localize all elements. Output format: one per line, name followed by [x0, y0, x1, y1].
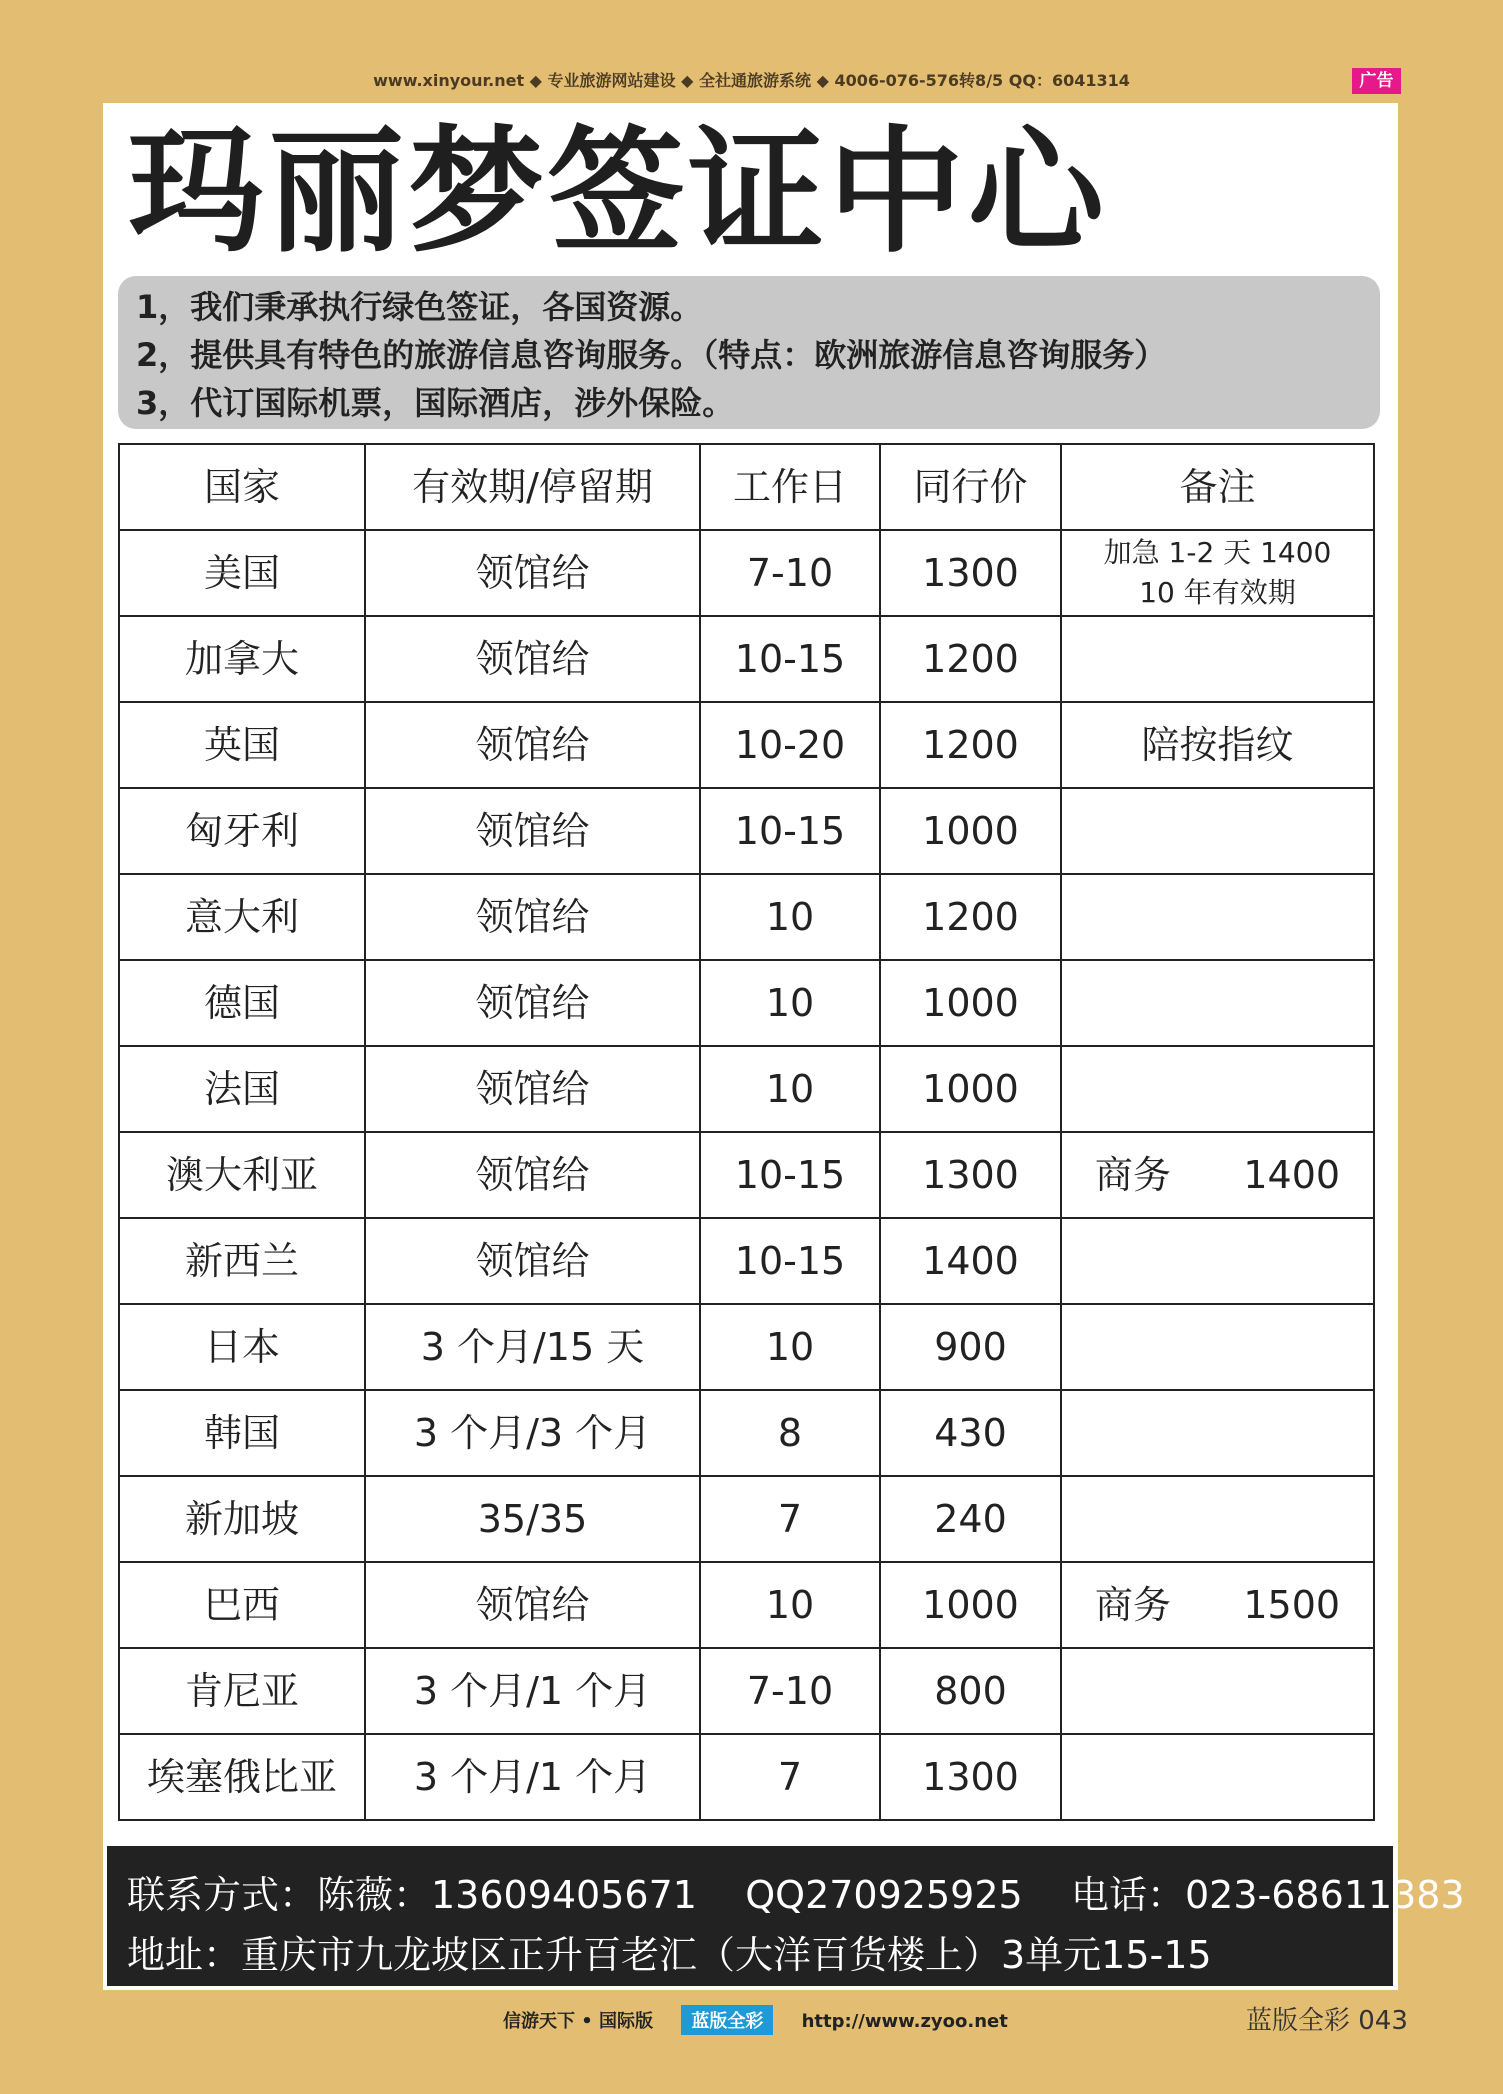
table-row	[119, 1734, 1374, 1820]
cell-note	[1061, 1734, 1374, 1820]
cell-workdays: 8	[700, 1390, 880, 1476]
cell-workdays: 10	[700, 1562, 880, 1648]
cell-price: 240	[880, 1476, 1061, 1562]
table-row	[119, 874, 1374, 960]
ad-panel	[103, 103, 1465, 1990]
cell-workdays: 10-20	[700, 702, 880, 788]
cell-country: 日本	[119, 1304, 365, 1390]
footer-publication	[503, 2005, 1008, 2035]
table-row	[119, 1390, 1374, 1476]
contact-bar	[107, 1846, 1465, 1986]
cell-price: 800	[880, 1648, 1061, 1734]
cell-workdays: 10	[700, 1304, 880, 1390]
cell-validity: 领馆给	[365, 1046, 700, 1132]
cell-workdays: 10-15	[700, 788, 880, 874]
cell-price: 1000	[880, 960, 1061, 1046]
header-country: 国家	[119, 444, 365, 530]
cell-country: 法国	[119, 1046, 365, 1132]
table-row	[119, 702, 1374, 788]
cell-price: 1200	[880, 616, 1061, 702]
feature-item-2: 2，提供具有特色的旅游信息咨询服务。（特点：欧洲旅游信息咨询服务）	[136, 336, 1167, 374]
page-number-label: 蓝版全彩 043	[1246, 2006, 1408, 2036]
note-line-1: 加急 1-2 天 1400	[1103, 536, 1332, 569]
cell-country: 澳大利亚	[119, 1132, 365, 1218]
table-row	[119, 616, 1374, 702]
cell-price: 430	[880, 1390, 1061, 1476]
cell-validity: 领馆给	[365, 1218, 700, 1304]
cell-country: 德国	[119, 960, 365, 1046]
cell-note	[1061, 1046, 1374, 1132]
cell-note	[1061, 874, 1374, 960]
cell-country: 英国	[119, 702, 365, 788]
cell-country: 匈牙利	[119, 788, 365, 874]
cell-price: 1000	[880, 1562, 1061, 1648]
cell-country: 加拿大	[119, 616, 365, 702]
table-row	[119, 960, 1374, 1046]
cell-note	[1061, 1648, 1374, 1734]
cell-note	[1061, 616, 1374, 702]
cell-price: 1400	[880, 1218, 1061, 1304]
footer-url-link[interactable]: http://www.zyoo.net	[801, 2011, 1008, 2032]
cell-note: 商务 1500	[1061, 1562, 1374, 1648]
cell-validity: 3 个月/3 个月	[365, 1390, 700, 1476]
feature-item-3: 3，代订国际机票，国际酒店，涉外保险。	[136, 384, 735, 422]
cell-note: 陪按指纹	[1061, 702, 1374, 788]
cell-validity: 领馆给	[365, 702, 700, 788]
table-row	[119, 1046, 1374, 1132]
cell-price: 1000	[880, 788, 1061, 874]
cell-price: 1000	[880, 1046, 1061, 1132]
cell-country: 巴西	[119, 1562, 365, 1648]
cell-workdays: 7	[700, 1734, 880, 1820]
table-row	[119, 1132, 1374, 1218]
cell-country: 肯尼亚	[119, 1648, 365, 1734]
table-row	[119, 1562, 1374, 1648]
cell-workdays: 7	[700, 1476, 880, 1562]
feature-item-1: 1，我们秉承执行绿色签证，各国资源。	[136, 288, 703, 326]
cell-country: 新西兰	[119, 1218, 365, 1304]
cell-workdays: 7-10	[700, 1648, 880, 1734]
cell-country: 韩国	[119, 1390, 365, 1476]
table-row	[119, 1476, 1374, 1562]
cell-validity: 3 个月/15 天	[365, 1304, 700, 1390]
contact-info: 联系方式：陈薇：13609405671 QQ270925925 电话：023-68611383	[127, 1873, 1465, 1917]
cell-workdays: 10	[700, 874, 880, 960]
cell-note	[1061, 530, 1374, 616]
publication-name: 信游天下 • 国际版	[503, 2011, 654, 2032]
cell-note	[1061, 1390, 1374, 1476]
features-box	[118, 276, 1380, 429]
header-price: 同行价	[880, 444, 1061, 530]
cell-country: 新加坡	[119, 1476, 365, 1562]
cell-note	[1061, 960, 1374, 1046]
cell-validity: 3 个月/1 个月	[365, 1734, 700, 1820]
header-note: 备注	[1061, 444, 1374, 530]
cell-workdays: 10-15	[700, 1218, 880, 1304]
cell-price: 1300	[880, 1734, 1061, 1820]
table-row	[119, 1218, 1374, 1304]
cell-validity: 领馆给	[365, 788, 700, 874]
ad-badge: 广告	[1352, 68, 1401, 94]
table-row	[119, 1304, 1374, 1390]
cell-validity: 领馆给	[365, 530, 700, 616]
cell-validity: 领馆给	[365, 1562, 700, 1648]
cell-country: 埃塞俄比亚	[119, 1734, 365, 1820]
cell-note	[1061, 1304, 1374, 1390]
cell-validity: 领馆给	[365, 874, 700, 960]
cell-validity: 领馆给	[365, 616, 700, 702]
table-row	[119, 1648, 1374, 1734]
cell-price: 900	[880, 1304, 1061, 1390]
cell-workdays: 10	[700, 1046, 880, 1132]
table-row	[119, 788, 1374, 874]
cell-note: 商务 1400	[1061, 1132, 1374, 1218]
cell-price: 1300	[880, 530, 1061, 616]
cell-country: 美国	[119, 530, 365, 616]
table-header-row	[119, 444, 1374, 530]
edition-tag: 蓝版全彩	[681, 2005, 773, 2035]
cell-validity: 3 个月/1 个月	[365, 1648, 700, 1734]
cell-workdays: 7-10	[700, 530, 880, 616]
cell-price: 1200	[880, 702, 1061, 788]
table-row	[119, 530, 1374, 616]
cell-workdays: 10-15	[700, 1132, 880, 1218]
cell-validity: 领馆给	[365, 960, 700, 1046]
cell-note	[1061, 788, 1374, 874]
cell-workdays: 10	[700, 960, 880, 1046]
cell-validity: 35/35	[365, 1476, 700, 1562]
cell-note	[1061, 1476, 1374, 1562]
cell-price: 1200	[880, 874, 1061, 960]
header-workdays: 工作日	[700, 444, 880, 530]
cell-workdays: 10-15	[700, 616, 880, 702]
cell-price: 1300	[880, 1132, 1061, 1218]
cell-country: 意大利	[119, 874, 365, 960]
contact-address: 地址：重庆市九龙坡区正升百老汇（大洋百货楼上）3单元15-15	[127, 1933, 1212, 1977]
header-validity: 有效期/停留期	[365, 444, 700, 530]
cell-note	[1061, 1218, 1374, 1304]
header-topline: www.xinyour.net ◆ 专业旅游网站建设 ◆ 全社通旅游系统 ◆ 4006-076-576转8/5 QQ：6041314	[373, 71, 1130, 90]
note-line-2: 10 年有效期	[1139, 576, 1296, 609]
cell-validity: 领馆给	[365, 1132, 700, 1218]
visa-price-table	[118, 443, 1375, 1821]
page-title: 玛丽梦签证中心	[128, 114, 1108, 272]
